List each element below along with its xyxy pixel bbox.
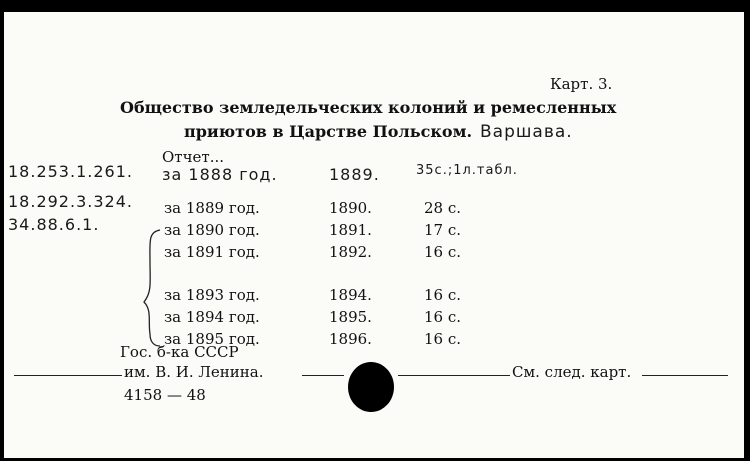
row-year: за 1888 год. bbox=[162, 165, 278, 184]
catalog-card: Карт. 3. Общество земледельческих колоний и ремесленных приютов в Царстве Польском. Варшава. Отчет... 18.253.1.261. 18.292.3.324. 34.88.6.1. за 1888 год. 1889. 35с.;1л.табл. за 1889 год. 1890. 28 с. за 1890 год. 1891. 17 с. за 1891 год. 1892. 16 с. за 1893 год. 1894. 16 с. за 1894 год. 1895. 16 с. за 1895 год. 1896. 16 с. Гос. б-ка СССР им. В. И. Ленина. См. след. карт. 4158 — 48 bbox=[4, 12, 744, 458]
shelfmark-2: 18.292.3.324. bbox=[8, 192, 133, 211]
row-pages: 35с.;1л.табл. bbox=[416, 163, 518, 178]
title-line-1: Общество земледельческих колоний и ремесленных bbox=[120, 98, 617, 117]
see-next-card: См. след. карт. bbox=[512, 363, 632, 381]
row-pubyear: 1889. bbox=[329, 165, 380, 184]
handwritten-city: Варшава. bbox=[480, 122, 573, 142]
library-line-2: им. В. И. Ленина. bbox=[124, 363, 264, 381]
card-number: Карт. 3. bbox=[550, 75, 613, 93]
shelfmark-3: 34.88.6.1. bbox=[8, 215, 100, 234]
shelfmark-1: 18.253.1.261. bbox=[8, 162, 133, 181]
print-code: 4158 — 48 bbox=[124, 386, 206, 404]
brace-mark bbox=[140, 222, 164, 352]
rule-mid-left bbox=[302, 375, 344, 376]
library-line-1: Гос. б-ка СССР bbox=[120, 343, 239, 361]
punch-hole bbox=[348, 362, 394, 412]
rule-right bbox=[642, 375, 728, 376]
rule-left bbox=[14, 375, 122, 376]
rule-mid-right bbox=[398, 375, 510, 376]
report-heading: Отчет... bbox=[162, 148, 224, 166]
title-line-2: приютов в Царстве Польском. bbox=[184, 122, 473, 141]
